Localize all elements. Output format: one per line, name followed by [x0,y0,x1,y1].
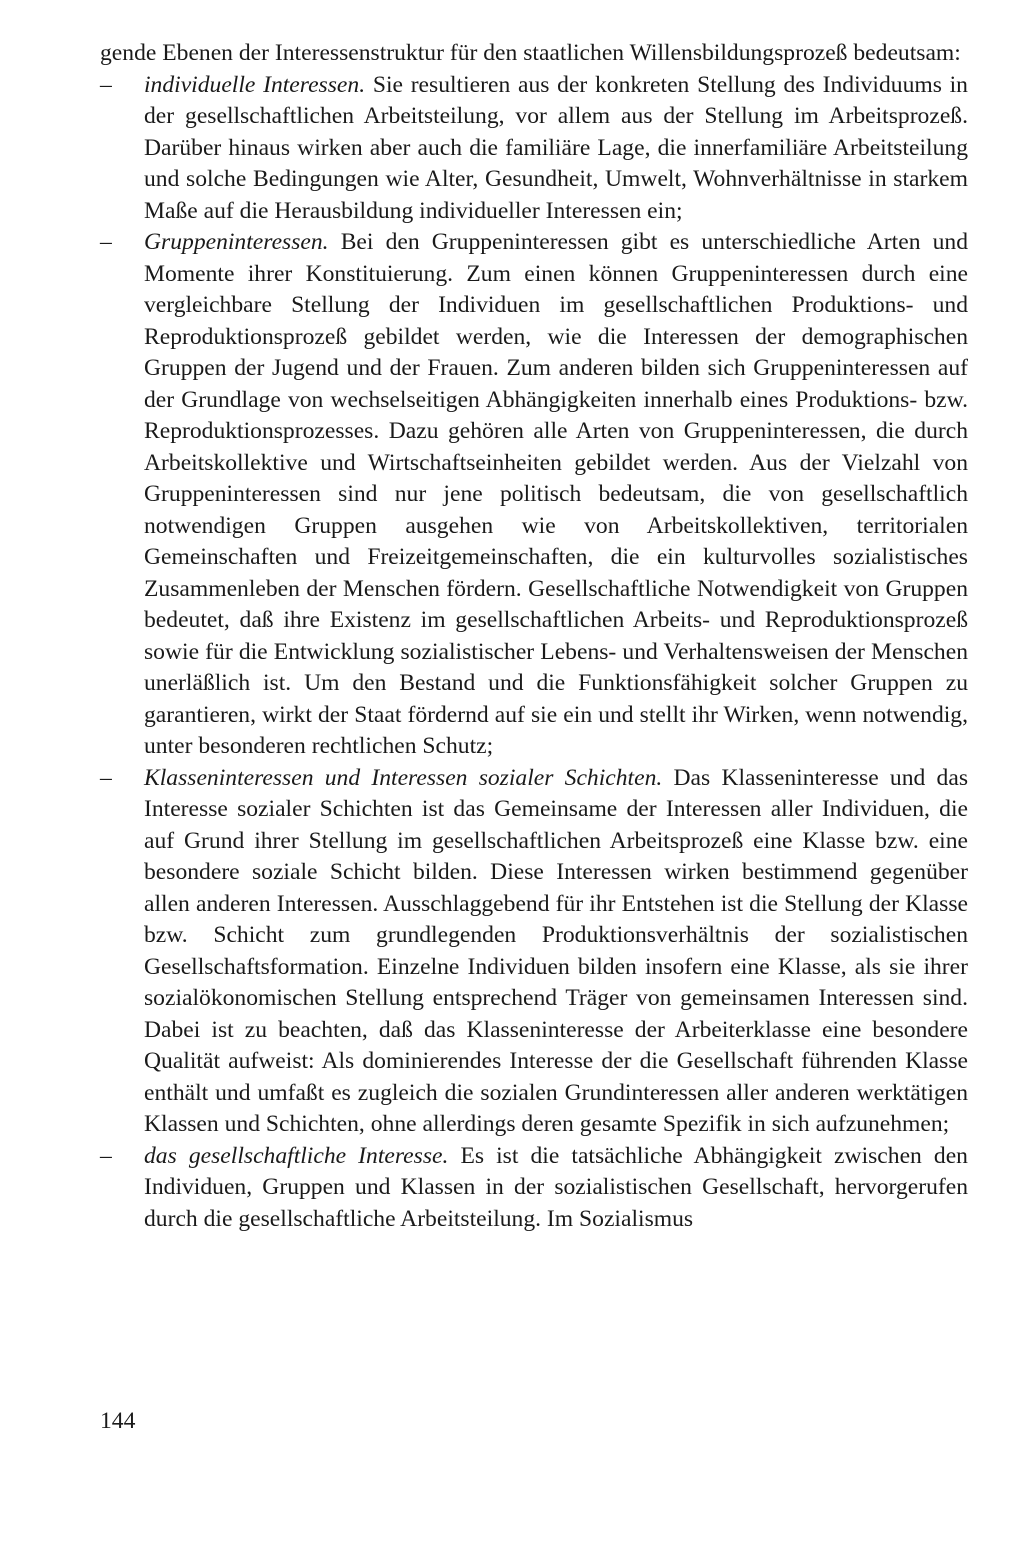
list-item-class-interests [100,763,968,1141]
page-body [100,38,968,1235]
item-text: Es ist die tatsächliche Abhängigkeit zwischen den Individuen, Gruppen und Klassen in der sozialistischen Gesellschaft, hervorgerufen durch die gesellschaftliche Arbeitsteilung. Im Sozialismus [144,1142,968,1232]
item-text: Das Klasseninteresse und das Interesse sozialer Schichten ist das Gemeinsame der Interessen aller Individuen, die auf Grund ihrer Stellung im gesellschaftlichen Arbeitsprozeß eine Klasse bzw. eine besondere soziale Schicht bilden. Diese Interessen wirken bestimmend gegenüber allen anderen Interessen. Ausschlaggebend für ihr Entstehen ist die Stellung der Klasse bzw. Schicht zum grundlegenden Produktionsverhältnis der sozialistischen Gesellschaftsformation. Einzelne Individuen bilden insofern eine Klasse, als sie ihrer sozialökonomischen Stellung entsprechend Träger von gemeinsamen Interessen sind. Dabei ist zu beachten, daß das Klasseninteresse der Arbeiterklasse eine besondere Qualität aufweist: Als dominierendes Interesse der die Gesellschaft führenden Klasse enthält und umfaßt es zugleich die sozialen Grundinteressen aller anderen werktätigen Klassen und Schichten, ohne allerdings deren gesamte Spezifik in sich aufzunehmen; [144,764,969,1137]
item-lead-term: Gruppeninteressen. [144,229,329,255]
intro-paragraph: gende Ebenen der Interessenstruktur für den staatlichen Willensbildungsprozeß bedeutsam: [100,40,961,66]
list-dash: – [100,1142,112,1169]
item-lead-term: individuelle Interessen. [144,71,366,98]
item-text: Sie resultieren aus der konkreten Stellung des Individuums in der gesellschaftlichen Arbeitsteilung, vor allem aus der Stellung im Arbeitsprozeß. Darüber hinaus wirken aber auch die familiäre Lage, die innerfamiliäre Arbeitsteilung und solche Bedingungen wie Alter, Gesundheit, Umwelt, Wohnverhältnisse in starkem Maße auf die Herausbildung individueller Interessen ein; [144,71,968,224]
item-lead-term: das gesellschaftliche Interesse. [144,1142,449,1169]
list-dash: – [100,764,112,791]
list-item-group-interests [100,227,968,763]
list-item-individual-interests [100,70,968,228]
page-number: 144 [100,1408,136,1434]
item-text: Bei den Gruppeninteressen gibt es unterschiedliche Arten und Momente ihrer Konstituierung. Zum einen können Gruppeninteressen durch eine vergleichbare Stellung der Individuen im gesellschaftlichen Produktions- und Reproduktionsprozeß gebildet werden, wie die Interessen der demographischen Gruppen der Jugend und der Frauen. Zum anderen bilden sich Gruppeninteressen auf der Grundlage von wechselseitigen Abhängigkeiten innerhalb eines Produktions- bzw. Reproduktionsprozesses. Dazu gehören alle Arten von Gruppeninteressen, die durch Arbeitskollektive und Wirtschaftseinheiten gebildet werden. Aus der Vielzahl von Gruppeninteressen sind nur jene politisch bedeutsam, die von gesellschaftlich notwendigen Gruppen ausgehen wie von Arbeitskollektiven, territorialen Gemeinschaften und Freizeitgemeinschaften, die ein kulturvolles sozialistisches Zusammenleben der Menschen fördern. Gesellschaftliche Notwendigkeit von Gruppen bedeutet, daß ihre Existenz im gesellschaftlichen Arbeits- und Reproduktionsprozeß sowie für die Entwicklung sozialistischer Lebens- und Verhaltensweisen der Menschen unerläßlich ist. Um den Bestand und die Funktionsfähigkeit solcher Gruppen zu garantieren, wirkt der Staat fördernd auf sie ein und stellt ihr Wirken, wenn notwendig, unter besonderen rechtlichen Schutz; [144,229,968,759]
item-lead-term: Klasseninteressen und Interessen sozialer Schichten. [144,764,663,791]
list-item-social-interest [100,1141,968,1236]
list-dash: – [100,229,112,255]
list-dash: – [100,71,112,98]
